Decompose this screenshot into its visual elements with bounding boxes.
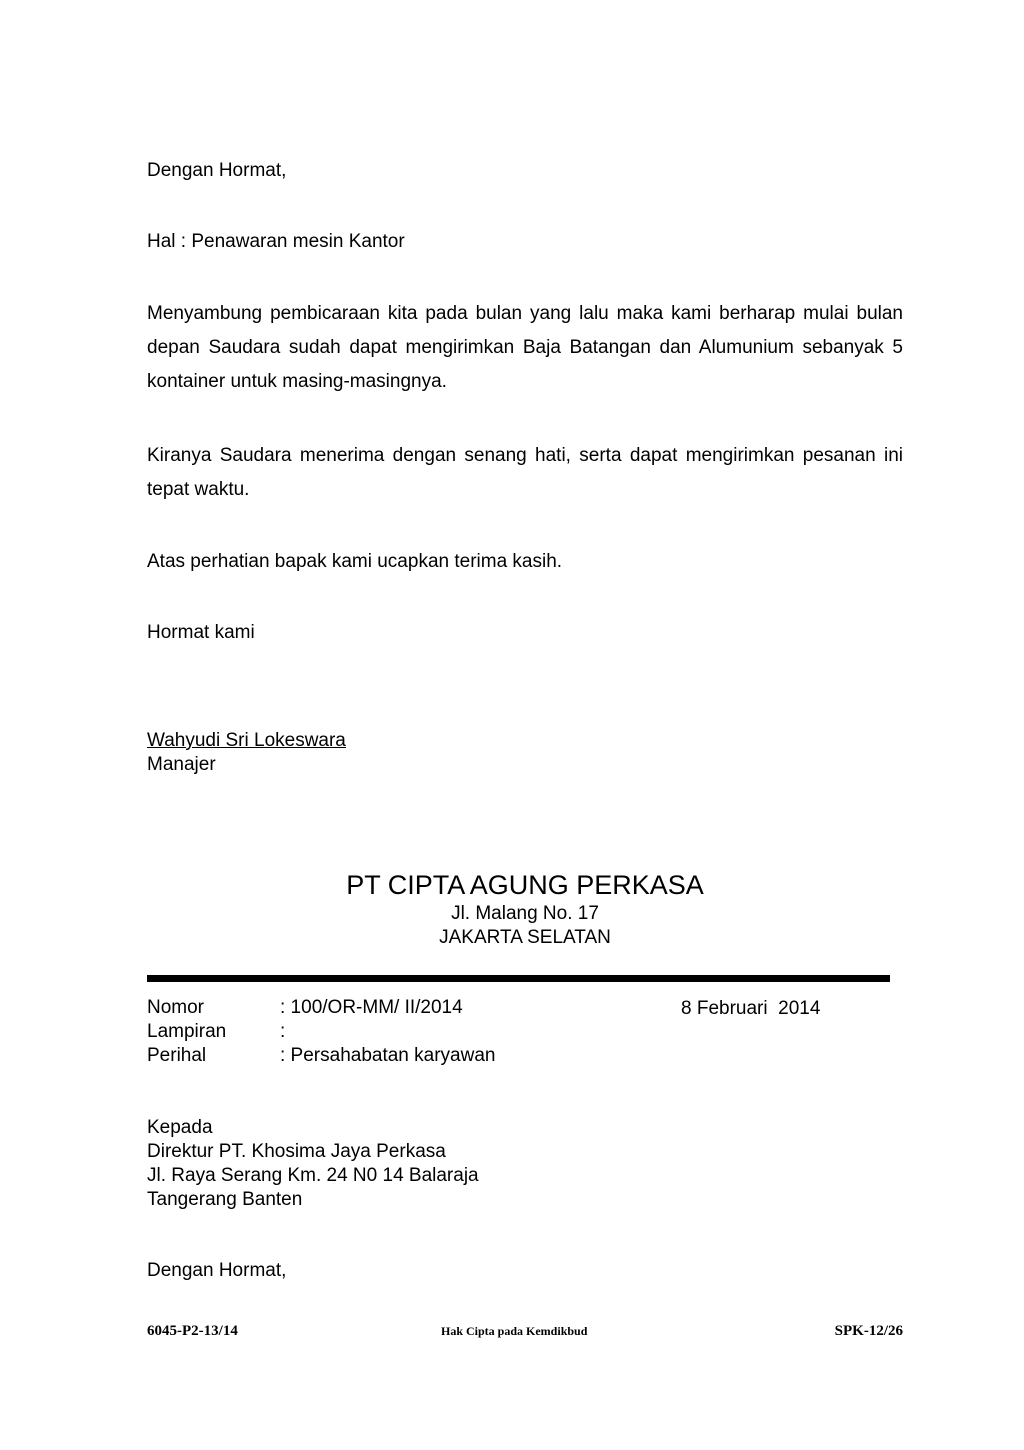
signer-name: Wahyudi Sri Lokeswara bbox=[147, 730, 346, 751]
perihal-label: Perihal bbox=[147, 1045, 207, 1066]
recipient-line-2: Direktur PT. Khosima Jaya Perkasa bbox=[147, 1141, 446, 1162]
footer-copyright: Hak Cipta pada Kemdikbud bbox=[441, 1324, 588, 1338]
nomor-label: Nomor bbox=[147, 997, 205, 1018]
recipient-line-1: Kepada bbox=[147, 1117, 213, 1138]
footer-code: 6045-P2-13/14 bbox=[147, 1323, 238, 1339]
recipient-line-4: Tangerang Banten bbox=[147, 1189, 303, 1210]
perihal-value: : Persahabatan karyawan bbox=[280, 1045, 496, 1066]
company-address-street: Jl. Malang No. 17 bbox=[451, 903, 599, 924]
company-name: PT CIPTA AGUNG PERKASA bbox=[346, 870, 704, 900]
nomor-value: : 100/OR-MM/ II/2014 bbox=[280, 997, 463, 1018]
company-address-city: JAKARTA SELATAN bbox=[439, 927, 611, 948]
footer-page-ref: SPK-12/26 bbox=[834, 1323, 903, 1339]
letter-date: 8 Februari 2014 bbox=[681, 998, 821, 1019]
signer-title: Manajer bbox=[147, 754, 216, 775]
closing-text: Hormat kami bbox=[147, 622, 255, 643]
subject-line: Hal : Penawaran mesin Kantor bbox=[147, 231, 405, 252]
body-paragraph-2: Kiranya Saudara menerima dengan senang hati, serta dapat mengirimkan pesanan ini tepat waktu. bbox=[147, 445, 903, 500]
greeting-text-2: Dengan Hormat, bbox=[147, 1260, 287, 1281]
recipient-line-3: Jl. Raya Serang Km. 24 N0 14 Balaraja bbox=[147, 1165, 479, 1186]
body-paragraph-3: Atas perhatian bapak kami ucapkan terima kasih. bbox=[147, 551, 563, 572]
lampiran-value: : bbox=[280, 1021, 286, 1042]
letterhead-divider bbox=[147, 975, 890, 982]
lampiran-label: Lampiran bbox=[147, 1021, 227, 1042]
greeting-text: Dengan Hormat, bbox=[147, 160, 287, 181]
body-paragraph-1: Menyambung pembicaraan kita pada bulan yang lalu maka kami berharap mulai bulan depan Saudara sudah dapat mengirimkan Baja Batangan dan Alumunium sebanyak 5 kontainer untuk masing-masingnya. bbox=[147, 303, 903, 392]
